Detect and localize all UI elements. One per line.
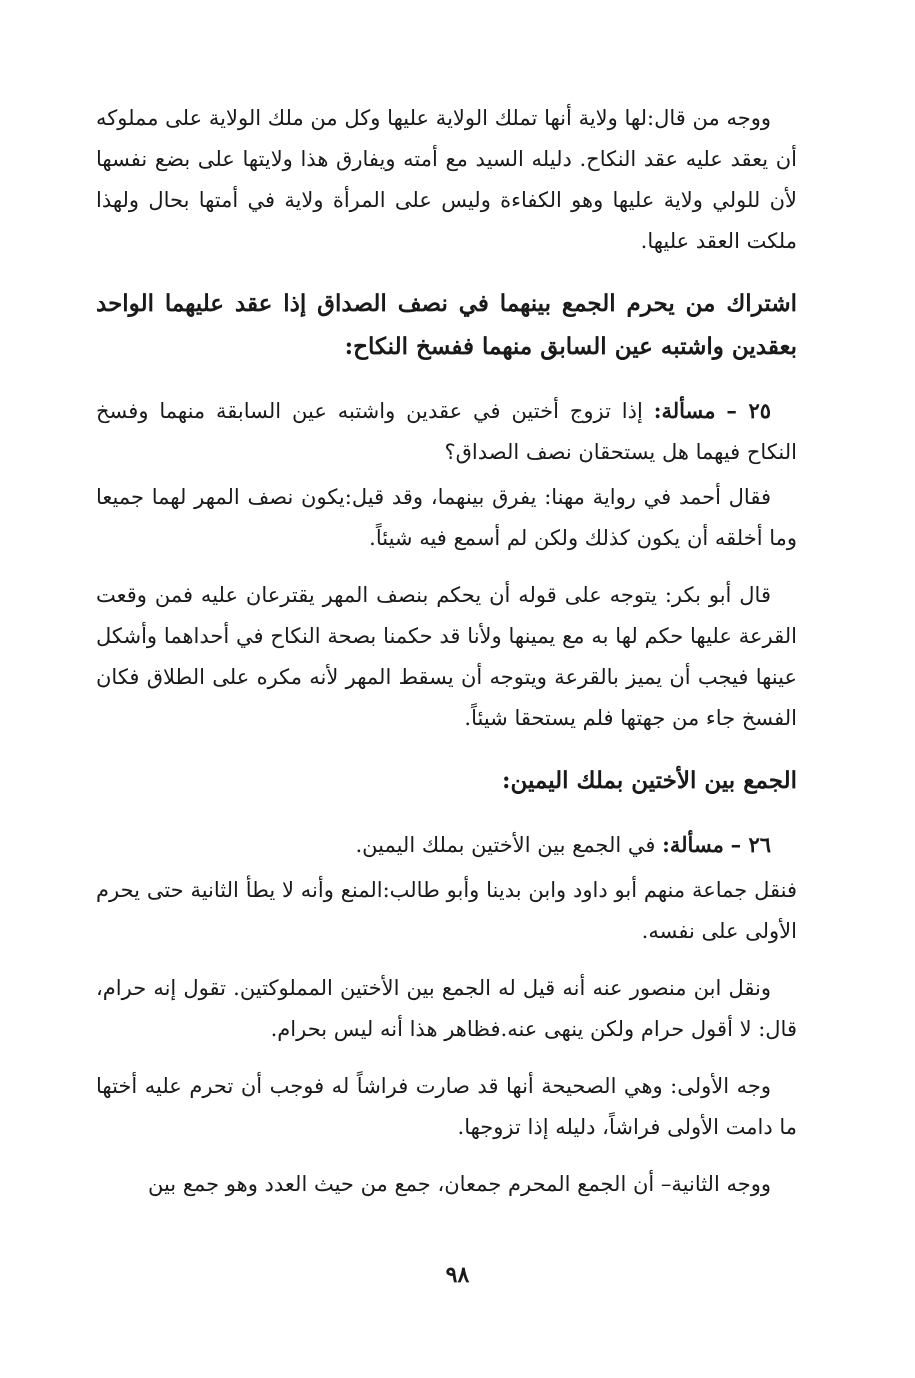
page-body xyxy=(96,98,797,1221)
paragraph-first-view: وجه الأولى: وهي الصحيحة أنها قد صارت فراشاً له فوجب أن تحرم عليه أختها ما دامت الأولى فراشاً، دليله إذا تزوجها. xyxy=(96,1074,797,1139)
paragraph-second-view: ووجه الثانية– أن الجمع المحرم جمعان، جمع من حيث العدد وهو جمع بين xyxy=(147,1172,771,1196)
issue-25-number: ٢٥ – xyxy=(726,398,771,423)
issue-25-text: إذا تزوج أختين في عقدين واشتبه عين السابقة منهما وفسخ النكاح فيهما هل يستحقان نصف الصداق؟ xyxy=(96,399,797,464)
section-heading-sisters: الجمع بين الأختين بملك اليمين: xyxy=(501,767,797,794)
issue-26 xyxy=(96,824,797,866)
paragraph-abu-bakr: قال أبو بكر: يتوجه على قوله أن يحكم بنصف المهر يقترعان عليه فمن وقعت القرعة عليها حكم لها به مع يمينها ولأنا قد حكمنا بصحة النكاح في أحداهما وأشكل عينها فيجب أن يميز بالقرعة ويتوجه أن يسقط المهر لأنه مكره على الطلاق فكان الفسخ جاء من جهتها فلم يستحقا شيئاً. xyxy=(96,583,797,730)
issue-25-label: مسألة: xyxy=(653,398,716,423)
paragraph-group-narration: فنقل جماعة منهم أبو داود وابن بدينا وأبو طالب:المنع وأنه لا يطأ الثانية حتى يحرم الأولى على نفسه. xyxy=(96,878,797,943)
issue-26-number: ٢٦ – xyxy=(730,832,771,857)
paragraph-ahmad-ruling: فقال أحمد في رواية مهنا: يفرق بينهما، وقد قيل:يكون نصف المهر لهما جميعا وما أخلقه أن يكون كذلك ولكن لم أسمع فيه شيئاً. xyxy=(96,485,797,550)
section-heading-dowry: اشتراك من يحرم الجمع بينهما في نصف الصداق إذا عقد عليهما الواحد بعقدين واشتبه عين السابق منهما ففسخ النكاح: xyxy=(96,290,797,360)
page-number: ٩٨ xyxy=(445,1262,470,1288)
issue-25 xyxy=(96,390,797,473)
issue-26-text: في الجمع بين الأختين بملك اليمين. xyxy=(355,833,656,857)
paragraph-ibn-mansur: ونقل ابن منصور عنه أنه قيل له الجمع بين الأختين المملوكتين. تقول إنه حرام، قال: لا أقول حرام ولكن ينهى عنه.فظاهر هذا أنه ليس بحرام. xyxy=(96,976,797,1041)
paragraph-guardianship: ووجه من قال:لها ولاية أنها تملك الولاية عليها وكل من ملك الولاية على مملوكه أن يعقد عليه عقد النكاح. دليله السيد مع أمته ويفارق هذا ولايتها على بضع نفسها لأن للولي ولاية عليها وهو الكفاءة وليس على المرأة ولاية في أمتها بحال ولهذا ملكت العقد عليها. xyxy=(96,106,797,253)
issue-26-label: مسألة: xyxy=(662,832,724,857)
